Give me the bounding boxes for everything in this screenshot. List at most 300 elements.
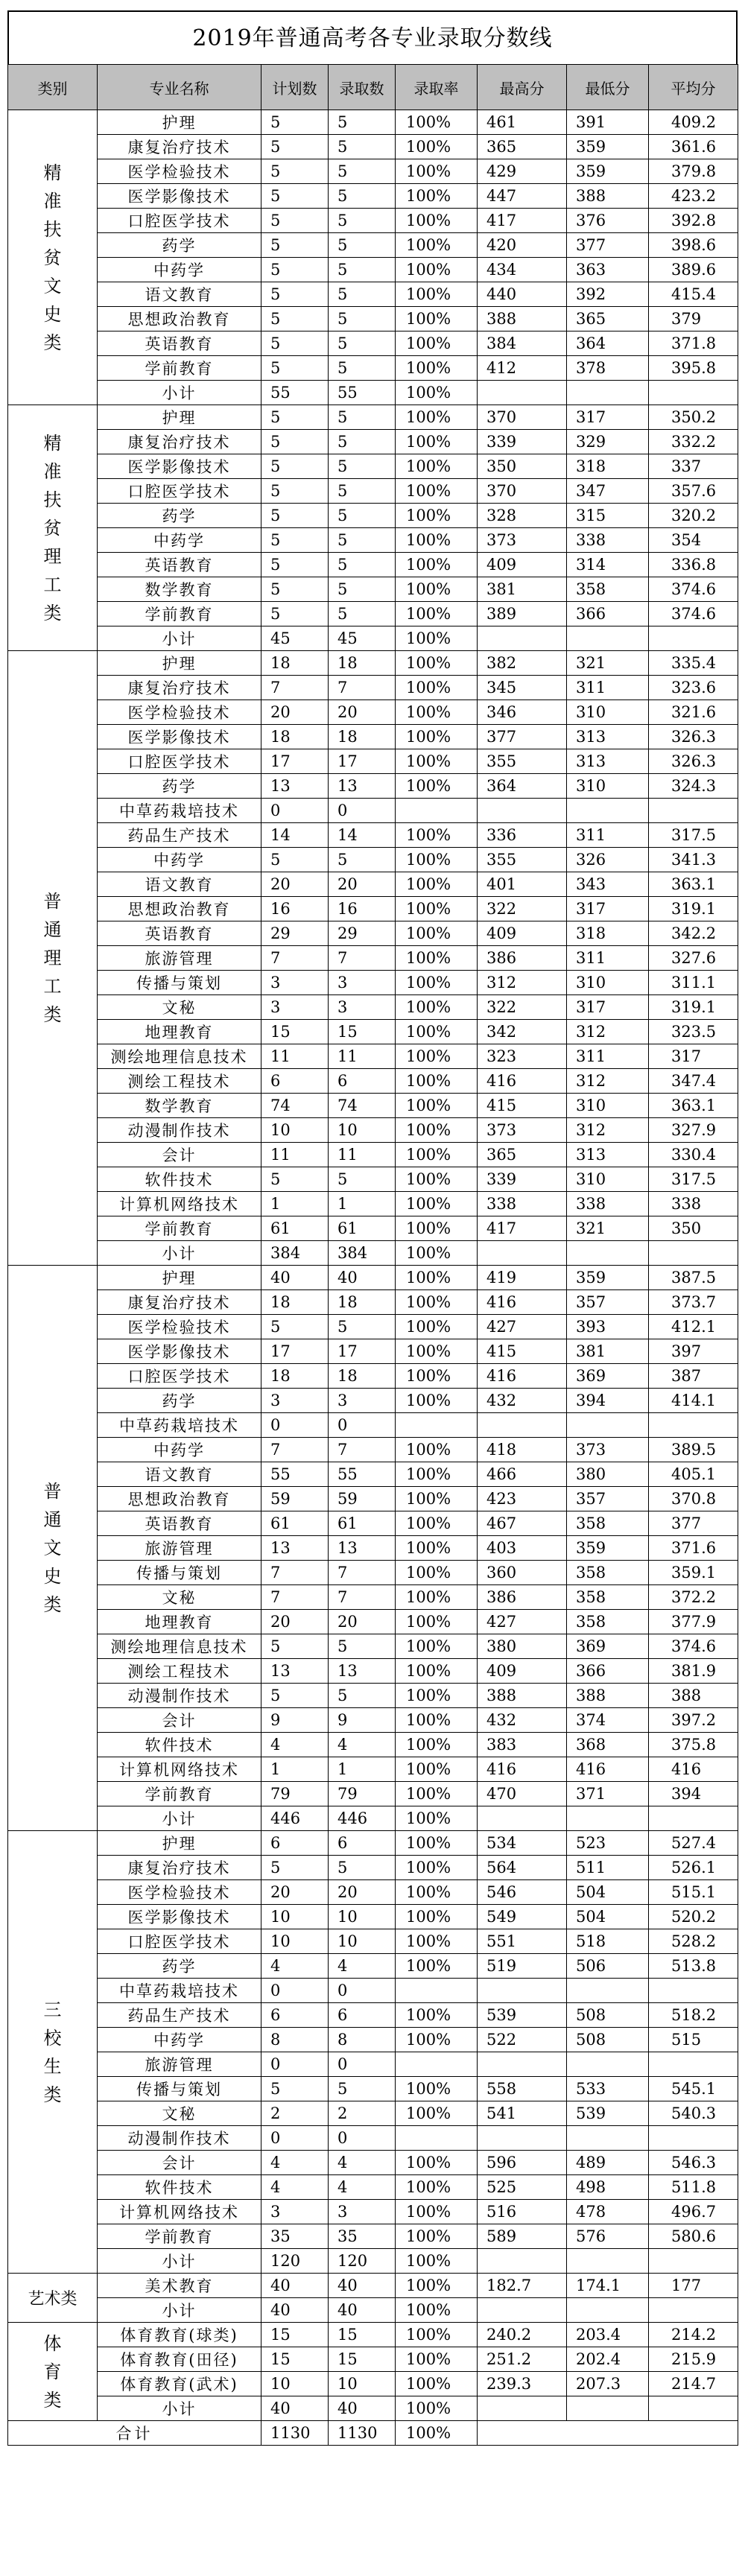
admitted-cell: 15 (329, 2347, 396, 2372)
rate-cell: 100% (396, 1634, 478, 1659)
min-score-cell (567, 799, 649, 823)
max-score-cell: 412 (478, 356, 567, 381)
plan-cell: 5 (261, 504, 329, 528)
plan-cell: 45 (261, 626, 329, 651)
min-score-cell (567, 2126, 649, 2151)
avg-score-cell: 332.2 (649, 430, 738, 454)
admitted-cell: 0 (329, 799, 396, 823)
table-row (8, 1487, 738, 1511)
avg-score-cell: 363.1 (649, 872, 738, 897)
min-score-cell: 508 (567, 2003, 649, 2028)
plan-cell: 20 (261, 700, 329, 725)
admitted-cell: 5 (329, 454, 396, 479)
rate-cell: 100% (396, 1511, 478, 1536)
min-score-cell: 317 (567, 897, 649, 921)
admitted-cell: 5 (329, 356, 396, 381)
avg-score-cell: 341.3 (649, 848, 738, 872)
avg-score-cell (649, 2396, 738, 2421)
max-score-cell: 418 (478, 1438, 567, 1462)
min-score-cell: 381 (567, 1339, 649, 1364)
admitted-cell: 4 (329, 1733, 396, 1757)
plan-cell: 5 (261, 331, 329, 356)
avg-score-cell: 416 (649, 1757, 738, 1782)
min-score-cell: 357 (567, 1487, 649, 1511)
max-score-cell: 322 (478, 995, 567, 1020)
major-cell: 计算机网络技术 (98, 1757, 261, 1782)
category-cell (8, 651, 98, 1266)
total-plan: 1130 (261, 2421, 329, 2446)
plan-cell: 384 (261, 1241, 329, 1266)
admitted-cell: 74 (329, 1094, 396, 1118)
min-score-cell: 489 (567, 2151, 649, 2175)
major-cell: 医学检验技术 (98, 159, 261, 184)
avg-score-cell (649, 1241, 738, 1266)
admitted-cell: 7 (329, 946, 396, 971)
subtotal-row (8, 2249, 738, 2274)
rate-cell: 100% (396, 1487, 478, 1511)
table-row (8, 454, 738, 479)
admitted-cell: 15 (329, 2323, 396, 2347)
admitted-cell: 40 (329, 2298, 396, 2323)
plan-cell: 14 (261, 823, 329, 848)
subtotal-row (8, 1241, 738, 1266)
major-cell: 中草药栽培技术 (98, 799, 261, 823)
table-row (8, 1782, 738, 1806)
major-cell: 测绘地理信息技术 (98, 1634, 261, 1659)
plan-cell: 3 (261, 995, 329, 1020)
major-cell: 医学检验技术 (98, 1880, 261, 1905)
major-cell: 体育教育(武术) (98, 2372, 261, 2396)
min-score-cell: 313 (567, 1143, 649, 1167)
admitted-cell: 5 (329, 110, 396, 135)
rate-cell: 100% (396, 2298, 478, 2323)
major-cell: 口腔医学技术 (98, 1929, 261, 1954)
avg-score-cell: 515 (649, 2028, 738, 2052)
avg-score-cell: 338 (649, 1192, 738, 1216)
table-row (8, 700, 738, 725)
avg-score-cell: 373.7 (649, 1290, 738, 1315)
plan-cell: 40 (261, 2298, 329, 2323)
plan-cell: 5 (261, 405, 329, 430)
rate-cell: 100% (396, 1266, 478, 1290)
plan-cell: 0 (261, 1413, 329, 1438)
min-score-cell: 374 (567, 1708, 649, 1733)
header-min: 最低分 (567, 65, 649, 110)
min-score-cell: 366 (567, 1659, 649, 1684)
max-score-cell: 467 (478, 1511, 567, 1536)
admitted-cell: 11 (329, 1044, 396, 1069)
plan-cell: 5 (261, 1856, 329, 1880)
rate-cell: 100% (396, 1192, 478, 1216)
rate-cell: 100% (396, 135, 478, 159)
admitted-cell: 10 (329, 2372, 396, 2396)
max-score-cell: 365 (478, 1143, 567, 1167)
rate-cell: 100% (396, 504, 478, 528)
rate-cell: 100% (396, 479, 478, 504)
admitted-cell: 13 (329, 1659, 396, 1684)
admitted-cell: 6 (329, 1069, 396, 1094)
avg-score-cell: 528.2 (649, 1929, 738, 1954)
min-score-cell: 366 (567, 602, 649, 626)
avg-score-cell: 214.2 (649, 2323, 738, 2347)
plan-cell: 120 (261, 2249, 329, 2274)
plan-cell: 5 (261, 159, 329, 184)
rate-cell: 100% (396, 602, 478, 626)
major-cell: 思想政治教育 (98, 897, 261, 921)
table-row (8, 872, 738, 897)
max-score-cell: 470 (478, 1782, 567, 1806)
category-cell (8, 1266, 98, 1831)
max-score-cell (478, 2396, 567, 2421)
rate-cell: 100% (396, 1339, 478, 1364)
table-row (8, 504, 738, 528)
table-row (8, 1757, 738, 1782)
max-score-cell: 346 (478, 700, 567, 725)
min-score-cell: 321 (567, 651, 649, 676)
plan-cell: 11 (261, 1044, 329, 1069)
table-row (8, 1315, 738, 1339)
admitted-cell: 5 (329, 184, 396, 209)
min-score-cell: 369 (567, 1364, 649, 1389)
max-score-cell: 534 (478, 1831, 567, 1856)
min-score-cell: 359 (567, 135, 649, 159)
plan-cell: 5 (261, 479, 329, 504)
min-score-cell (567, 2396, 649, 2421)
max-score-cell: 370 (478, 479, 567, 504)
major-cell: 语文教育 (98, 282, 261, 307)
rate-cell: 100% (396, 1585, 478, 1610)
admitted-cell: 55 (329, 381, 396, 405)
min-score-cell (567, 1979, 649, 2003)
table-row (8, 2200, 738, 2224)
min-score-cell: 347 (567, 479, 649, 504)
max-score-cell: 328 (478, 504, 567, 528)
rate-cell: 100% (396, 331, 478, 356)
major-cell: 中药学 (98, 258, 261, 282)
major-cell: 医学检验技术 (98, 700, 261, 725)
max-score-cell: 322 (478, 897, 567, 921)
admitted-cell: 5 (329, 479, 396, 504)
plan-cell: 5 (261, 110, 329, 135)
table-row (8, 1069, 738, 1094)
admitted-cell: 3 (329, 1389, 396, 1413)
min-score-cell: 533 (567, 2077, 649, 2101)
max-score-cell (478, 381, 567, 405)
avg-score-cell: 414.1 (649, 1389, 738, 1413)
table-row (8, 405, 738, 430)
admitted-cell: 5 (329, 258, 396, 282)
table-row (8, 2052, 738, 2077)
avg-score-cell: 311.1 (649, 971, 738, 995)
max-score-cell: 339 (478, 1167, 567, 1192)
avg-score-cell (649, 1806, 738, 1831)
rate-cell: 100% (396, 2101, 478, 2126)
admitted-cell: 5 (329, 135, 396, 159)
max-score-cell: 416 (478, 1069, 567, 1094)
admitted-cell: 20 (329, 1610, 396, 1634)
max-score-cell (478, 1979, 567, 2003)
avg-score-cell: 409.2 (649, 110, 738, 135)
major-cell: 小计 (98, 381, 261, 405)
min-score-cell: 310 (567, 1167, 649, 1192)
table-row (8, 1708, 738, 1733)
avg-score-cell: 379 (649, 307, 738, 331)
admitted-cell: 20 (329, 872, 396, 897)
rate-cell: 100% (396, 454, 478, 479)
avg-score-cell: 520.2 (649, 1905, 738, 1929)
header-avg: 平均分 (649, 65, 738, 110)
major-cell: 地理教育 (98, 1020, 261, 1044)
major-cell: 中药学 (98, 528, 261, 553)
avg-score-cell: 397.2 (649, 1708, 738, 1733)
avg-score-cell: 387 (649, 1364, 738, 1389)
table-row (8, 1831, 738, 1856)
rate-cell: 100% (396, 749, 478, 774)
max-score-cell: 415 (478, 1339, 567, 1364)
plan-cell: 5 (261, 282, 329, 307)
rate-cell: 100% (396, 258, 478, 282)
min-score-cell: 358 (567, 1610, 649, 1634)
max-score-cell: 365 (478, 135, 567, 159)
admitted-cell: 40 (329, 2396, 396, 2421)
major-cell: 学前教育 (98, 1782, 261, 1806)
rate-cell: 100% (396, 381, 478, 405)
major-cell: 英语教育 (98, 921, 261, 946)
min-score-cell (567, 1241, 649, 1266)
major-cell: 测绘工程技术 (98, 1659, 261, 1684)
avg-score-cell: 496.7 (649, 2200, 738, 2224)
admitted-cell: 5 (329, 1315, 396, 1339)
admitted-cell: 0 (329, 1979, 396, 2003)
rate-cell: 100% (396, 2347, 478, 2372)
rate-cell: 100% (396, 2077, 478, 2101)
table-row (8, 2323, 738, 2347)
admitted-cell: 18 (329, 651, 396, 676)
min-score-cell: 359 (567, 159, 649, 184)
table-row (8, 209, 738, 233)
admitted-cell: 11 (329, 1143, 396, 1167)
plan-cell: 59 (261, 1487, 329, 1511)
table-row (8, 971, 738, 995)
avg-score-cell: 513.8 (649, 1954, 738, 1979)
min-score-cell: 203.4 (567, 2323, 649, 2347)
rate-cell: 100% (396, 1167, 478, 1192)
major-cell: 传播与策划 (98, 1561, 261, 1585)
admitted-cell: 18 (329, 725, 396, 749)
plan-cell: 0 (261, 2126, 329, 2151)
avg-score-cell: 515.1 (649, 1880, 738, 1905)
major-cell: 医学影像技术 (98, 1339, 261, 1364)
table-row (8, 897, 738, 921)
category-cell (8, 405, 98, 651)
plan-cell: 5 (261, 307, 329, 331)
admitted-cell: 5 (329, 1634, 396, 1659)
plan-cell: 4 (261, 2175, 329, 2200)
major-cell: 数学教育 (98, 577, 261, 602)
plan-cell: 5 (261, 258, 329, 282)
rate-cell: 100% (396, 626, 478, 651)
major-cell: 小计 (98, 2249, 261, 2274)
rate-cell: 100% (396, 2175, 478, 2200)
avg-score-cell: 412.1 (649, 1315, 738, 1339)
table-row (8, 184, 738, 209)
plan-cell: 16 (261, 897, 329, 921)
rate-cell: 100% (396, 823, 478, 848)
major-cell: 计算机网络技术 (98, 1192, 261, 1216)
avg-score-cell: 326.3 (649, 725, 738, 749)
plan-cell: 10 (261, 1905, 329, 1929)
table-row (8, 1536, 738, 1561)
max-score-cell: 419 (478, 1266, 567, 1290)
plan-cell: 5 (261, 233, 329, 258)
major-cell: 传播与策划 (98, 2077, 261, 2101)
plan-cell: 15 (261, 1020, 329, 1044)
avg-score-cell: 320.2 (649, 504, 738, 528)
plan-cell: 0 (261, 799, 329, 823)
max-score-cell: 546 (478, 1880, 567, 1905)
avg-score-cell: 374.6 (649, 1634, 738, 1659)
plan-cell: 79 (261, 1782, 329, 1806)
admitted-cell: 15 (329, 1020, 396, 1044)
admitted-cell: 384 (329, 1241, 396, 1266)
max-score-cell: 432 (478, 1708, 567, 1733)
plan-cell: 10 (261, 1118, 329, 1143)
plan-cell: 9 (261, 1708, 329, 1733)
plan-cell: 5 (261, 528, 329, 553)
avg-score-cell (649, 2052, 738, 2077)
max-score-cell: 516 (478, 2200, 567, 2224)
admitted-cell: 20 (329, 700, 396, 725)
plan-cell: 4 (261, 1954, 329, 1979)
min-score-cell: 576 (567, 2224, 649, 2249)
min-score-cell (567, 2052, 649, 2077)
table-row (8, 135, 738, 159)
rate-cell: 100% (396, 1954, 478, 1979)
table-row (8, 1044, 738, 1069)
max-score-cell: 370 (478, 405, 567, 430)
major-cell: 口腔医学技术 (98, 1364, 261, 1389)
min-score-cell: 506 (567, 1954, 649, 1979)
category-cell (8, 2323, 98, 2421)
rate-cell: 100% (396, 1831, 478, 1856)
rate-cell: 100% (396, 897, 478, 921)
min-score-cell: 329 (567, 430, 649, 454)
plan-cell: 7 (261, 1561, 329, 1585)
avg-score-cell: 342.2 (649, 921, 738, 946)
plan-cell: 7 (261, 1438, 329, 1462)
max-score-cell: 364 (478, 774, 567, 799)
max-score-cell: 355 (478, 749, 567, 774)
table-row (8, 995, 738, 1020)
max-score-cell: 389 (478, 602, 567, 626)
table-row (8, 749, 738, 774)
major-cell: 小计 (98, 2396, 261, 2421)
major-cell: 康复治疗技术 (98, 135, 261, 159)
table-row (8, 2003, 738, 2028)
min-score-cell: 314 (567, 553, 649, 577)
avg-score-cell: 545.1 (649, 2077, 738, 2101)
major-cell: 文秘 (98, 995, 261, 1020)
admitted-cell: 8 (329, 2028, 396, 2052)
admitted-cell: 40 (329, 2274, 396, 2298)
avg-score-cell: 526.1 (649, 1856, 738, 1880)
major-cell: 动漫制作技术 (98, 1684, 261, 1708)
min-score-cell: 317 (567, 405, 649, 430)
major-cell: 测绘工程技术 (98, 1069, 261, 1094)
rate-cell: 100% (396, 848, 478, 872)
max-score-cell: 415 (478, 1094, 567, 1118)
avg-score-cell: 350 (649, 1216, 738, 1241)
plan-cell: 17 (261, 1339, 329, 1364)
min-score-cell: 363 (567, 258, 649, 282)
plan-cell: 20 (261, 1880, 329, 1905)
table-row (8, 1634, 738, 1659)
avg-score-cell (649, 2249, 738, 2274)
rate-cell (396, 799, 478, 823)
min-score-cell: 312 (567, 1118, 649, 1143)
admitted-cell: 3 (329, 971, 396, 995)
major-cell: 英语教育 (98, 553, 261, 577)
table-row (8, 2101, 738, 2126)
avg-score-cell: 511.8 (649, 2175, 738, 2200)
avg-score-cell: 324.3 (649, 774, 738, 799)
min-score-cell: 313 (567, 725, 649, 749)
rate-cell: 100% (396, 774, 478, 799)
plan-cell: 17 (261, 749, 329, 774)
table-row (8, 1143, 738, 1167)
rate-cell: 100% (396, 2372, 478, 2396)
rate-cell: 100% (396, 2323, 478, 2347)
avg-score-cell: 374.6 (649, 602, 738, 626)
max-score-cell (478, 626, 567, 651)
rate-cell: 100% (396, 1905, 478, 1929)
table-row (8, 479, 738, 504)
avg-score-cell: 321.6 (649, 700, 738, 725)
major-cell: 旅游管理 (98, 2052, 261, 2077)
major-cell: 口腔医学技术 (98, 479, 261, 504)
major-cell: 医学影像技术 (98, 184, 261, 209)
rate-cell (396, 1979, 478, 2003)
max-score-cell: 549 (478, 1905, 567, 1929)
major-cell: 文秘 (98, 1585, 261, 1610)
avg-score-cell: 359.1 (649, 1561, 738, 1585)
admitted-cell: 10 (329, 1118, 396, 1143)
table-row (8, 2175, 738, 2200)
avg-score-cell: 370.8 (649, 1487, 738, 1511)
rate-cell: 100% (396, 282, 478, 307)
plan-cell: 18 (261, 651, 329, 676)
min-score-cell: 359 (567, 1536, 649, 1561)
plan-cell: 6 (261, 2003, 329, 2028)
rate-cell: 100% (396, 2151, 478, 2175)
table-row (8, 2347, 738, 2372)
category-cell (8, 1831, 98, 2274)
plan-cell: 29 (261, 921, 329, 946)
major-cell: 康复治疗技术 (98, 676, 261, 700)
table-row (8, 577, 738, 602)
max-score-cell: 338 (478, 1192, 567, 1216)
min-score-cell: 378 (567, 356, 649, 381)
max-score-cell: 386 (478, 946, 567, 971)
min-score-cell: 174.1 (567, 2274, 649, 2298)
major-cell: 地理教育 (98, 1610, 261, 1634)
table-row (8, 307, 738, 331)
avg-score-cell: 394 (649, 1782, 738, 1806)
major-cell: 中草药栽培技术 (98, 1979, 261, 2003)
max-score-cell (478, 1806, 567, 1831)
max-score-cell: 373 (478, 1118, 567, 1143)
admitted-cell: 5 (329, 553, 396, 577)
